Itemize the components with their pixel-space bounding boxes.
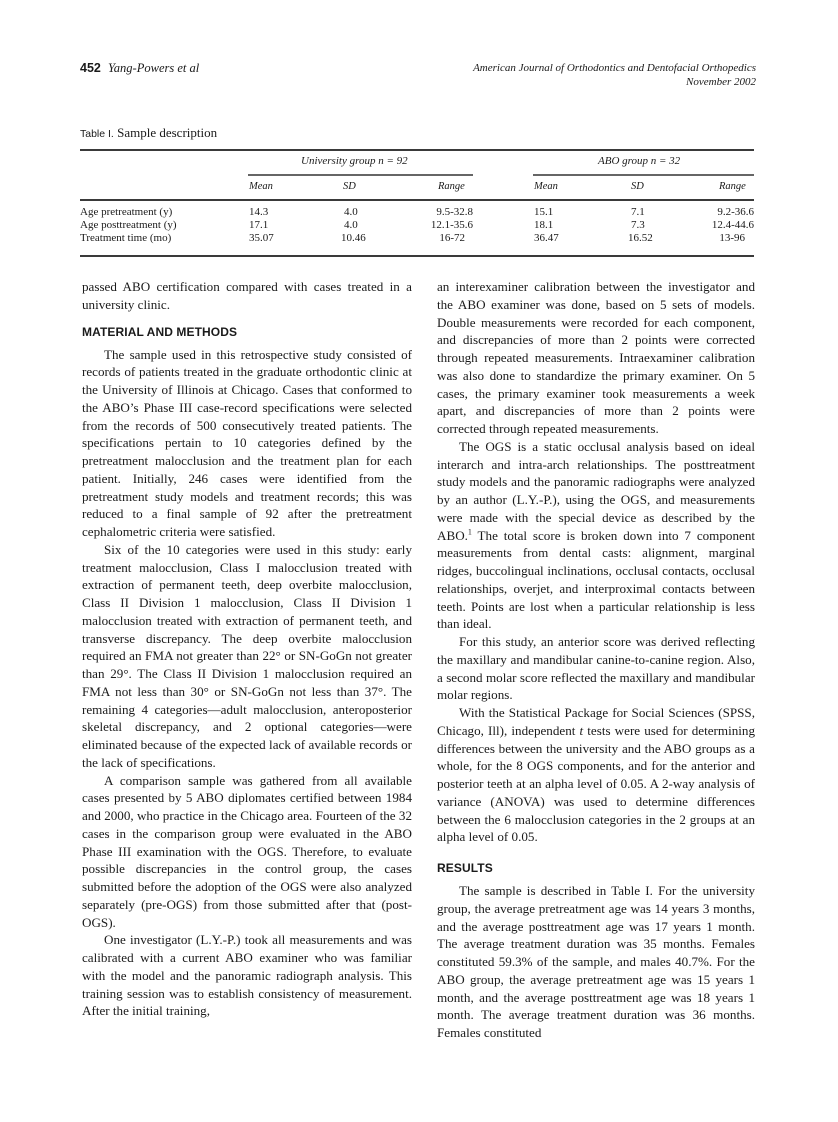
paragraph-text: With the Statistical Package for Social Sciences (SPSS, Chicago, Ill), independent (437, 705, 755, 738)
reference-citation[interactable]: 1 (467, 527, 472, 537)
body-paragraph: The sample is described in Table I. For the university group, the average pretreatment age was 14 years 3 months, and the average posttreatment age was 17 years 1 month. The average treatment duration was 35 months. Females constituted 59.3% of the sample, and males 40.7%. For the ABO group, the average pretreatment age was 15 years 1 month, and the average posttreatment age was 18 years 1 month. The average treatment duration was 36 months. Females constituted (437, 883, 755, 1040)
body-paragraph: For this study, an anterior score was derived reflecting the maxillary and mandibular canine-to-canine region. Also, a second molar score reflected the maxillary and mandibular molar regions. (437, 634, 755, 703)
body-paragraph (437, 438, 755, 633)
table-top-rule (80, 149, 754, 151)
row-label: Treatment time (mo) (80, 232, 172, 244)
cell-university-sd: 10.46 (341, 232, 366, 244)
paragraph-text: tests were used for determining differences between the university and the ABO groups as a whole, for the 8 OGS components, and for the anterior and posterior teeth at an alpha level of 0.05. A 2-way analysis of variance (ANOVA) was used to determine differences between the 6 malocclusion categories in the 2 groups at an alpha level of 0.05. (437, 722, 756, 845)
body-paragraph: One investigator (L.Y.-P.) took all measurements and was calibrated with a current ABO examiner who was familiar with the model and the panoramic radiograph analysis. This training session was to establish consistency of measurement. After the initial training, (82, 932, 412, 1019)
cell-university-mean: 17.1 (249, 219, 269, 231)
running-authors: Yang-Powers et al (108, 61, 200, 75)
left-text-column (82, 278, 412, 1020)
table-caption (80, 125, 217, 141)
cell-abo-mean: 36.47 (534, 232, 559, 244)
body-paragraph: A comparison sample was gathered from all available cases presented by 5 ABO diplomates certified between 1984 and 2000, who practice in the Chicago area. Fourteen of the 32 cases in the comparison group were evaluated in the ABO Phase III examination with the OGS. Therefore, to evaluate possible discrepancies in the control group, the cases submitted before the adoption of the OGS were also analyzed separately (pre-OGS) from those submitted after that (post-OGS). (82, 772, 412, 930)
group-rule-abo (533, 174, 754, 176)
cell-abo-mean: 15.1 (534, 206, 554, 218)
col-header-university-range: Range (438, 181, 465, 192)
cell-university-sd: 4.0 (344, 206, 358, 218)
section-heading-methods: MATERIAL AND METHODS (82, 324, 238, 339)
group-rule-university (248, 174, 473, 176)
group-header-abo: ABO group n = 32 (598, 155, 681, 167)
cell-university-range: 12.1-35.6 (430, 219, 473, 231)
cell-abo-range: 9.2-36.6 (717, 206, 754, 218)
group-header-university: University group n = 92 (301, 155, 408, 167)
row-label: Age posttreatment (y) (80, 219, 177, 231)
cell-abo-sd: 16.52 (628, 232, 653, 244)
continued-paragraph: passed ABO certification compared with cases treated in a university clinic. (82, 279, 412, 312)
col-header-abo-range: Range (719, 181, 746, 192)
body-paragraph (437, 704, 755, 846)
body-paragraph: The sample used in this retrospective study consisted of records of patients treated in the graduate orthodontic clinic at the University of Illinois at Chicago. Cases that conformed to the ABO’s Phase III case-record specifications were selected from the records of 500 consecutively treated patients. The specifications pertain to 10 categories defined by the pretreatment malocclusion and the treatment plan for each patient. Initially, 246 cases were identified from the pretreatment study models and treatment records; this was reduced to a final sample of 92 after the pretreatment cephalometric criteria were satisfied. (82, 346, 412, 539)
cell-university-mean: 14.3 (249, 206, 269, 218)
body-paragraph: Six of the 10 categories were used in this study: early treatment malocclusion, Class I malocclusion treated with extraction of permanent teeth, deep overbite malocclusion, Class II Division 1 malocclusion, Class II Division 1 malocclusion treated with extraction of permanent teeth, and transverse discrepancy. The deep overbite malocclusion required an FMA not greater than 22° or SN-GoGn not greater than 29°. The Class II Division 1 malocclusion required an FMA not less than 30° or SN-GoGn not less than 37°. The remaining 4 categories—adult malocclusion, anteroposterior skeletal discrepancy, and 2 optional categories—were eliminated because of the expected lack of available records or the lack of specifications. (82, 541, 412, 770)
journal-issue: November 2002 (686, 76, 756, 88)
cell-university-sd: 4.0 (344, 219, 358, 231)
cell-university-range: 16-72 (439, 232, 465, 244)
t-test-symbol: t (579, 722, 584, 738)
right-text-column (437, 278, 755, 1042)
col-header-abo-mean: Mean (534, 181, 558, 192)
running-head (80, 61, 756, 95)
col-header-abo-sd: SD (631, 181, 644, 192)
journal-info (473, 61, 756, 89)
header-bottom-rule (80, 199, 754, 201)
table-label: Table I. (80, 128, 114, 140)
cell-abo-range: 12.4-44.6 (711, 219, 754, 231)
table-title: Sample description (117, 125, 218, 140)
row-label: Age pretreatment (y) (80, 206, 173, 218)
cell-abo-range: 13-96 (719, 232, 745, 244)
paragraph-text: The OGS is a static occlusal analysis based on ideal interarch and intra-arch relationships. The posttreatment study models and the panoramic radiographs were analyzed by an author (L.Y.-P.), using the OGS, and measurements were made with the special device as described by the ABO. (437, 438, 755, 543)
sample-description-table (80, 149, 754, 257)
cell-abo-sd: 7.3 (631, 219, 645, 231)
cell-abo-sd: 7.1 (631, 206, 645, 218)
journal-title: American Journal of Orthodontics and Dentofacial Orthopedics (473, 62, 756, 74)
section-heading-results: RESULTS (437, 861, 493, 875)
table-bottom-rule (80, 255, 754, 257)
col-header-university-sd: SD (343, 181, 356, 192)
cell-university-mean: 35.07 (249, 232, 274, 244)
cell-university-range: 9.5-32.8 (436, 206, 473, 218)
paragraph-text: The total score is broken down into 7 component measurements from dental casts: alignment, marginal ridges, buccolingual inclinations, occlusal contacts, occlusal relationships, overjet, and interproximal contacts between teeth. Points are lost when a particular relationship is less than ideal. (437, 527, 755, 632)
continued-paragraph: an interexaminer calibration between the investigator and the ABO examiner was done, based on 5 sets of models. Double measurements were recorded for each component, and discrepancies of more than 2 points were corrected through repeated measurements. Intraexaminer calibration was also done to standardize the primary examiner. On 5 cases, the primary examiner took measurements a week apart, and discrepancies of more than 2 points were corrected through repeated measurements. (437, 279, 755, 436)
page-number: 452 (80, 61, 101, 75)
cell-abo-mean: 18.1 (534, 219, 554, 231)
col-header-university-mean: Mean (249, 181, 273, 192)
